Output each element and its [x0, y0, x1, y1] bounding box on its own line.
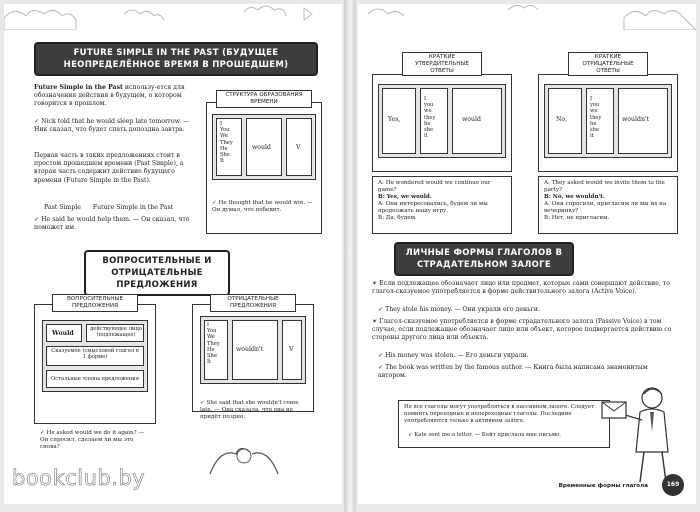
footer-label: Временные формы глагола: [558, 483, 648, 489]
pronoun: I: [424, 96, 427, 102]
question-subject: действующее лицо (подлежащее): [90, 326, 142, 339]
cloud-decoration-icon: [358, 4, 696, 30]
pronoun: she: [590, 127, 600, 134]
pronoun: it: [590, 133, 594, 140]
section-banner-questions-negatives: ВОПРОСИТЕЛЬНЫЕ И ОТРИЦАТЕЛЬНЫЕ ПРЕДЛОЖЕНИЯ: [84, 250, 230, 296]
passive-voice-example-1: ✓ His money was stolen. — Его деньги украли.: [378, 352, 529, 359]
dialog-line: A: They asked would we invite them to the party?: [544, 180, 665, 193]
dialog-line: A: Они спросили, пригласим ли мы их на вечеринку?: [544, 201, 667, 214]
pronoun-list: [220, 121, 233, 164]
question-would: Would: [52, 330, 74, 337]
pronoun: it: [424, 133, 428, 140]
pronoun: I: [207, 322, 210, 328]
structure-title: СТРУКТУРА ОБРАЗОВАНИЯ ВРЕМЕНИ: [216, 90, 312, 108]
example-1-en: ✓ Nick told that he would sleep late tomorrow.: [34, 118, 182, 125]
example-1: [34, 118, 199, 134]
note-example: ✓ Kate sent me a letter. — Кейт прислала мне письмо.: [408, 432, 562, 438]
intro-paragraph: [34, 84, 199, 109]
dialog-yes: [378, 180, 508, 222]
yes-pronoun-list: [424, 96, 435, 139]
pronoun: She: [220, 152, 230, 159]
pronoun: you: [590, 102, 600, 109]
question-verb: Сказуемое (смысловой глагол в 1 форме): [51, 348, 139, 361]
book-spine: [344, 0, 356, 512]
man-with-letter-icon: [592, 384, 692, 488]
pronoun: They: [207, 340, 220, 347]
yes-label: Yes,: [388, 116, 401, 123]
question-rest: Остальные члены предложения: [50, 376, 140, 382]
passive-voice-paragraph: ✶ Глагол-сказуемое употребляется в форме страдательного залога (Passive Voice) в том случае, если подлежащее обозначает лицо или объект, которое подвергается действию со стороны другого лица или объекта.: [372, 318, 672, 342]
pronoun: It: [220, 158, 225, 165]
active-voice-paragraph: ✶ Если подлежащее обозначает лицо или предмет, которые сами совершают действие, то глагол-сказуемое употребляется в форме действительного залога (Active Voice).: [372, 280, 670, 296]
yes-would: would: [462, 116, 481, 123]
passive-voice-example-2: ✓ The book was written by the famous author. — Книга была написана знаменитым автором.: [378, 364, 648, 380]
pronoun: They: [220, 139, 233, 146]
pronoun: she: [424, 127, 434, 134]
dialog-line: B: Yes, we would.: [378, 194, 432, 200]
pronoun: We: [207, 334, 215, 341]
no-pronoun-list: [590, 96, 601, 139]
no-wouldnt: wouldn't: [622, 116, 650, 123]
pronoun: He: [220, 145, 228, 152]
dialog-line: A: He wondered would we continue our game?: [378, 180, 491, 193]
negative-example: ✓ She said that she wouldn't come late. — Она сказала, что она не придёт поздно.: [200, 400, 299, 420]
short-yes-title: КРАТКИЕ УТВЕРДИТЕЛЬНЫЕ ОТВЕТЫ: [402, 52, 482, 76]
question-example: ✓ He asked would we do it again? — Он спросил, сделаем ли мы это снова?: [40, 430, 145, 450]
question-title: ВОПРОСИТЕЛЬНЫЕ ПРЕДЛОЖЕНИЯ: [52, 294, 138, 312]
note-text: Не все глаголы могут употребляться в пассивном залоге. Следует помнить переходные и непереходные глаголы. Последние употребляются только в активном залоге.: [404, 404, 595, 424]
tense-past-label: Past Simple: [44, 204, 81, 211]
example-1-ru: — Ник сказал, что будет спать допоздна завтра.: [34, 118, 190, 134]
pronoun: She: [207, 353, 217, 360]
section-banner-future-in-past: FUTURE SIMPLE IN THE PAST (БУДУЩЕЕ НЕОПРЕДЕЛЁННОЕ ВРЕМЯ В ПРОШЕДШЕМ): [34, 42, 318, 76]
short-no-title: КРАТКИЕ ОТРИЦАТЕЛЬНЫЕ ОТВЕТЫ: [568, 52, 648, 76]
pronoun: I: [220, 121, 223, 127]
negative-pronoun-list: [207, 322, 220, 365]
page-number: 169: [662, 474, 684, 496]
structure-example: ✓ He thought that he would win. — Он думал, что победит.: [212, 200, 313, 213]
pronoun: he: [590, 120, 597, 127]
dialog-line: B: No, we wouldn't.: [544, 194, 605, 200]
pronoun: we: [590, 108, 598, 115]
negative-verb-v: V: [289, 346, 294, 353]
negative-wouldnt: wouldn't: [236, 346, 264, 353]
pronoun: You: [207, 328, 217, 335]
no-label: No,: [556, 116, 568, 123]
section-banner-passive-voice: ЛИЧНЫЕ ФОРМЫ ГЛАГОЛОВ В СТРАДАТЕЛЬНОМ ЗАЛОГЕ: [394, 242, 574, 276]
intro-term: Future Simple in the Past: [34, 84, 123, 91]
pronoun: he: [424, 120, 431, 127]
pronoun: He: [207, 346, 215, 353]
intro-text: использу-ется для обозначения действия в будущем, о котором говорится в прошлом.: [34, 84, 185, 108]
pronoun: It: [207, 359, 212, 366]
right-page: [358, 4, 696, 504]
pronoun: they: [424, 114, 436, 121]
watermark-logo: bookclub.by: [12, 466, 146, 490]
pronoun: they: [590, 114, 602, 121]
structure-paragraph: Первая часть в таких предложениях стоит в простом прошедшем времени (Past Simple), а вторая часть содержит действие будущего времени (Future Simple in the Past).: [34, 152, 184, 184]
pronoun: You: [220, 127, 230, 134]
hands-illustration-icon: [204, 434, 284, 480]
negative-title: ОТРИЦАТЕЛЬНЫЕ ПРЕДЛОЖЕНИЯ: [210, 294, 296, 312]
dialog-line: A: Они интересовались, будем ли мы продолжать нашу игру.: [378, 201, 488, 214]
tense-future-label: Future Simple in the Past: [92, 204, 174, 211]
tense-labels: [44, 204, 204, 212]
pronoun: We: [220, 133, 228, 140]
aux-would: would: [252, 144, 271, 151]
dialog-line: B: Да, будем.: [378, 215, 417, 221]
active-voice-example: ✓ They stole his money. — Они украли его деньги.: [378, 306, 540, 313]
dialog-no: [544, 180, 674, 222]
left-page: [4, 4, 342, 504]
example-2: [34, 216, 199, 232]
cloud-decoration-icon: [4, 4, 342, 30]
dialog-line: B: Нет, не пригласим.: [544, 215, 610, 221]
pronoun: we: [424, 108, 432, 115]
pronoun: I: [590, 96, 593, 102]
verb-v: V: [296, 144, 301, 151]
example-2-ru: — Он сказал, что поможет им.: [34, 216, 190, 232]
pronoun: you: [424, 102, 434, 109]
example-2-en: ✓ He said he would help them.: [34, 216, 131, 223]
